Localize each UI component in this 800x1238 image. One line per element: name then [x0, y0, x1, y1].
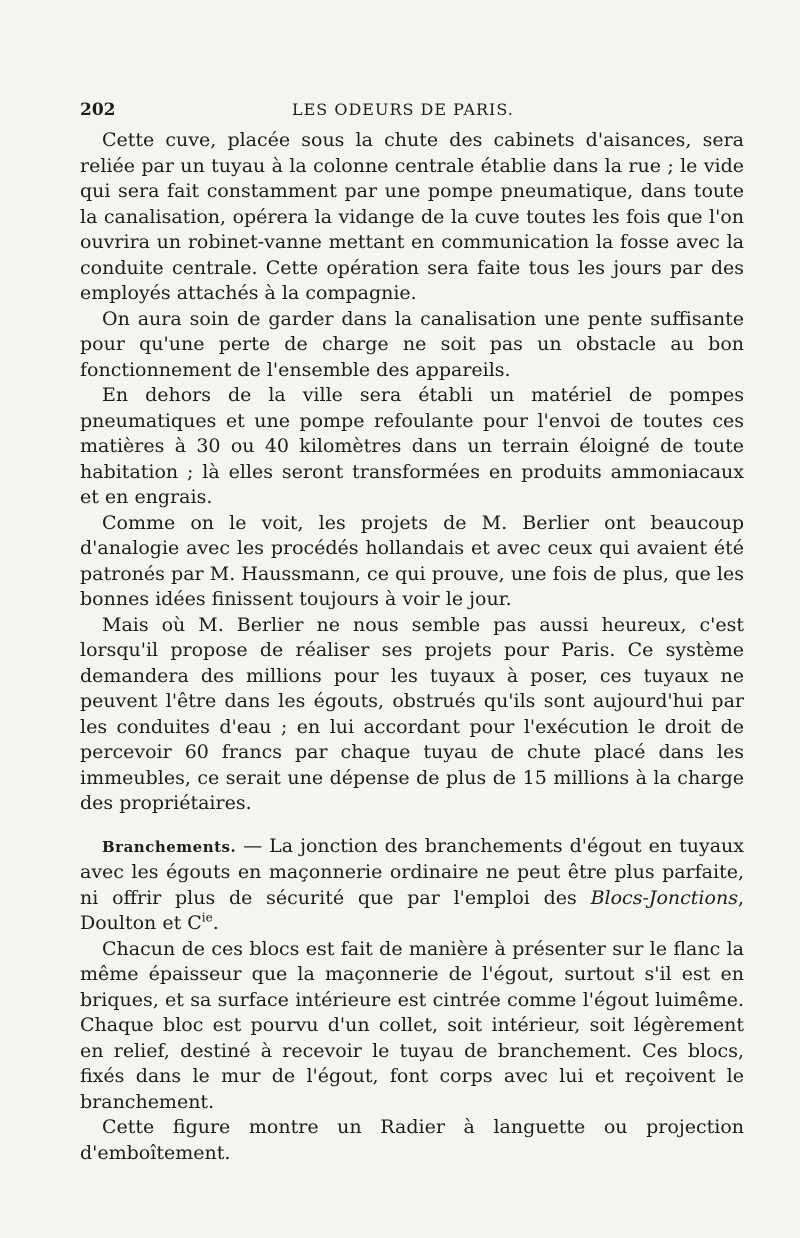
paragraph-6-superscript: ie	[201, 910, 213, 925]
paragraph-4: Comme on le voit, les projets de M. Berlier ont beaucoup d'analogie avec les procédés hollandais et avec ceux qui avaient été patronés par M. Haussmann, ce qui prouve, une fois de plus, que les bonnes idées finissent toujours à voir le jour.	[80, 511, 744, 610]
paragraph-7: Chacun de ces blocs est fait de manière à présenter sur le flanc la même épaisseur que la maçonnerie de l'égout, surtout s'il est en briques, et sa surface intérieure est cintrée comme l'égout luimême. Chaque bloc est pourvu d'un collet, soit intérieur, soit légèrement en relief, destiné à recevoir le tuyau de branchement. Ces blocs, fixés dans le mur de l'égout, font corps avec lui et reçoivent le branchement.	[80, 937, 744, 1113]
paragraph-6-text-c: .	[212, 912, 219, 934]
page-header	[80, 100, 744, 130]
paragraph-branchements	[80, 834, 744, 937]
paragraph-6-text-b: , Doulton et C	[80, 886, 744, 934]
paragraph-6-text-a: — La jonction des branchements d'égout en tuyaux avec les égouts en maçonnerie ordinaire ne peut être plus parfaite, ni offrir plus de sécurité que par l'emploi des	[80, 834, 744, 909]
page-number: 202	[80, 100, 116, 120]
paragraph-5: Mais où M. Berlier ne nous semble pas aussi heureux, c'est lorsqu'il propose de réaliser ses projets pour Paris. Ce système demandera des millions pour les tuyaux à poser, ces tuyaux ne peuvent l'être dans les égouts, obstrués qu'ils sont aujourd'hui par les conduites d'eau ; en lui accordant pour l'exécution le droit de percevoir 60 francs par chaque tuyau de chute placé dans les immeubles, ce serait une dépense de plus de 15 millions à la charge des propriétaires.	[80, 613, 744, 814]
paragraph-1: Cette cuve, placée sous la chute des cabinets d'aisances, sera reliée par un tuyau à la colonne centrale établie dans la rue ; le vide qui sera fait constamment par une pompe pneumatique, dans toute la canalisation, opérera la vidange de la cuve toutes les fois que l'on ouvrira un robinet-vanne mettant en communication la fosse avec la conduite centrale. Cette opération sera faite tous les jours par des employés attachés à la compagnie.	[80, 129, 744, 304]
body-text	[80, 128, 744, 1166]
running-title: LES ODEURS DE PARIS.	[292, 100, 514, 119]
paragraph-2: On aura soin de garder dans la canalisation une pente suffisante pour qu'une perte de charge ne soit pas un obstacle au bon fonctionnement de l'ensemble des appareils.	[80, 307, 744, 381]
paragraph-8: Cette figure montre un Radier à languette ou projection d'emboîtement.	[80, 1116, 744, 1164]
paragraph-6-italic: Blocs-Jonctions	[590, 886, 738, 909]
paragraph-3: En dehors de la ville sera établi un matériel de pompes pneumatiques et une pompe refoulante pour l'envoi de toutes ces matières à 30 ou 40 kilomètres dans un terrain éloigné de toute habitation ; là elles seront transformées en produits ammoniacaux et en engrais.	[80, 384, 744, 508]
section-run-in-heading: Branchements.	[102, 837, 237, 856]
